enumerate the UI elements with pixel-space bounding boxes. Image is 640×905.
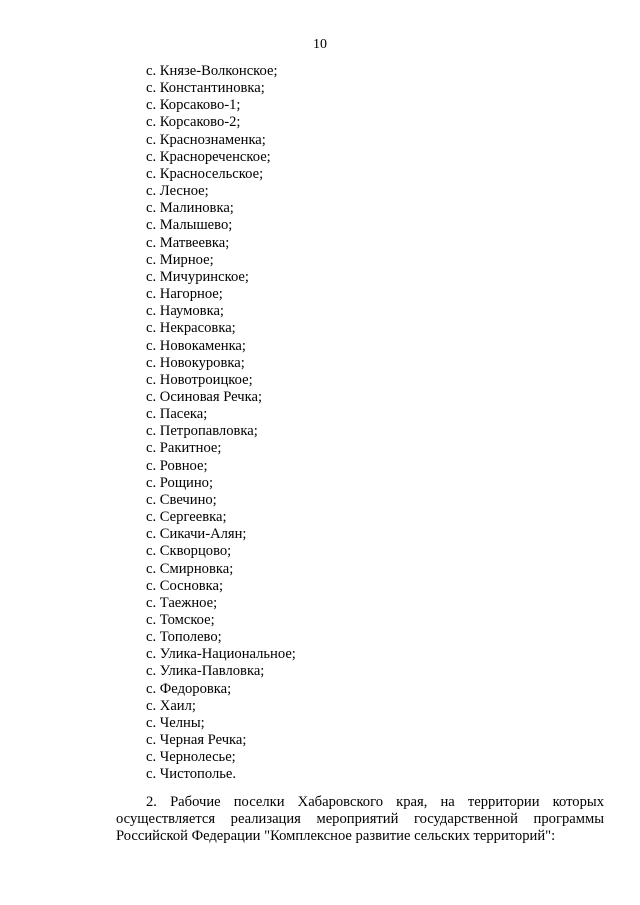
settlement-item: с. Скворцово; [146, 543, 232, 560]
settlement-item: с. Наумовка; [146, 303, 224, 320]
settlement-item: с. Лесное; [146, 183, 209, 200]
settlement-item: с. Томское; [146, 612, 215, 628]
settlement-item: с. Таежное; [146, 594, 218, 611]
settlement-item: с. Константиновка; [146, 80, 265, 97]
settlement-item: с. Некрасовка; [146, 320, 236, 337]
settlement-item: с. Сосновка; [146, 577, 224, 594]
settlement-item: с. Сикачи-Алян; [146, 526, 247, 543]
settlement-item: с. Новокуровка; [146, 354, 245, 371]
settlement-item: с. Малиновка; [146, 200, 234, 217]
settlement-item: с. Корсаково-2; [146, 114, 241, 131]
settlement-item: с. Чернолесье; [146, 749, 236, 766]
settlement-item: с. Красносельское; [146, 165, 264, 182]
settlement-item: с. Князе-Волконское; [146, 63, 278, 79]
settlement-item: с. Пасека; [146, 406, 208, 423]
settlement-item: с. Смирновка; [146, 560, 234, 577]
page-number: 10 [313, 37, 327, 52]
settlement-item: с. Новотроицкое; [146, 371, 253, 388]
settlement-item: с. Рощино; [146, 474, 214, 491]
settlement-item: с. Нагорное; [146, 286, 223, 303]
settlement-item: с. Челны; [146, 714, 205, 731]
settlement-item: с. Черная Речка; [146, 732, 247, 749]
settlement-item: с. Новокаменка; [146, 337, 246, 354]
settlement-item: с. Чистополье. [146, 766, 237, 783]
settlement-item: с. Федоровка; [146, 680, 232, 697]
settlement-list [146, 63, 296, 784]
settlement-item: с. Хаил; [146, 697, 196, 714]
settlement-item: с. Ракитное; [146, 440, 222, 457]
settlement-item: с. Сергеевка; [146, 509, 227, 526]
settlement-item: с. Тополево; [146, 629, 222, 646]
settlement-item: с. Мирное; [146, 251, 214, 268]
settlement-item: с. Мичуринское; [146, 268, 249, 285]
settlement-item: с. Свечино; [146, 491, 217, 508]
settlement-item: с. Малышево; [146, 217, 233, 234]
paragraph-rural-settlements: 2. Рабочие поселки Хабаровского края, на территории которых осуществляется реализация мероприятий государственной программы Российской Федерации "Комплексное развитие сельских территорий": [116, 794, 604, 844]
settlement-item: с. Краснознаменка; [146, 131, 266, 148]
settlement-item: с. Ровное; [146, 457, 208, 474]
settlement-item: с. Корсаково-1; [146, 97, 241, 114]
settlement-item: с. Улика-Павловка; [146, 663, 265, 680]
settlement-item: с. Улика-Национальное; [146, 646, 296, 663]
settlement-item: с. Осиновая Речка; [146, 388, 263, 405]
settlement-item: с. Краснореченское; [146, 148, 271, 165]
settlement-item: с. Петропавловка; [146, 423, 258, 440]
settlement-item: с. Матвеевка; [146, 234, 230, 251]
